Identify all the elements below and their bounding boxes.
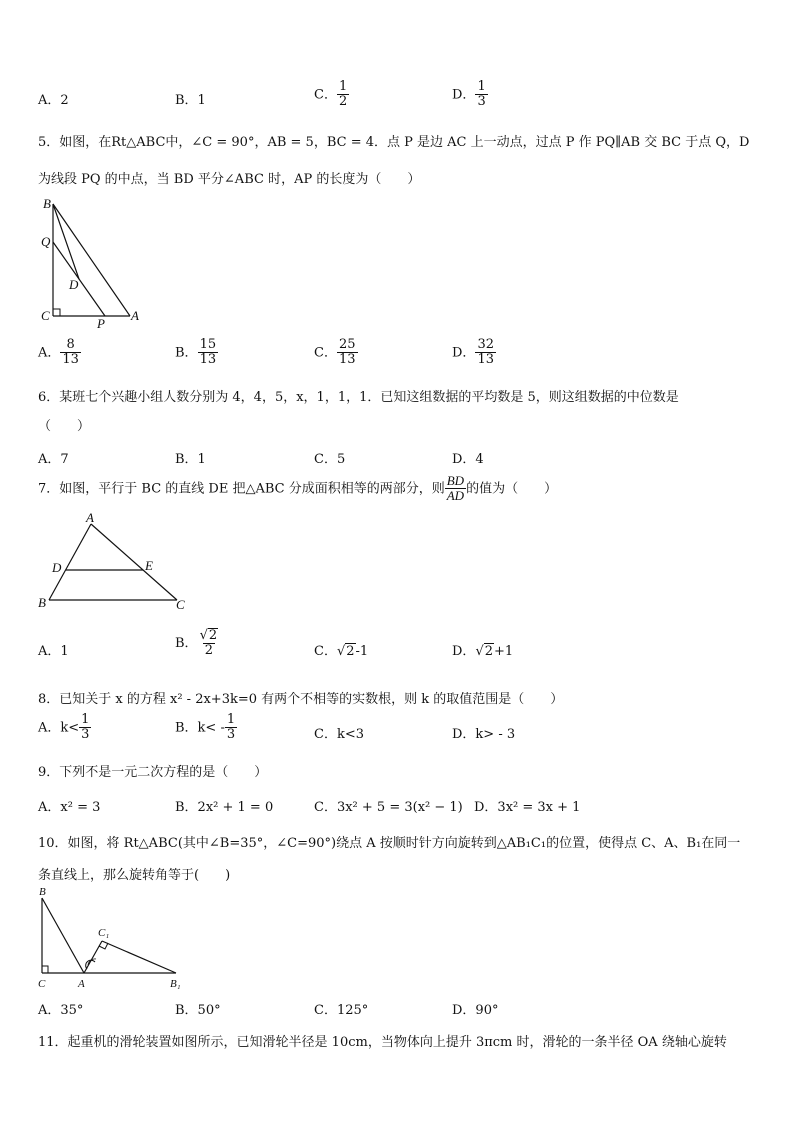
q9-text-line1: 9．下列不是一元二次方程的是（ ） xyxy=(38,765,268,780)
q8-option-b: B．k< - $\frac{1}{3}$ xyxy=(175,712,236,743)
q10-option-a: A．35° xyxy=(38,1003,84,1018)
q5-triangle-figure xyxy=(38,196,148,330)
q5-label-q: Q xyxy=(41,234,51,249)
q4-option-b: B．1 xyxy=(175,93,206,108)
q7-option-a: A．1 xyxy=(38,644,69,659)
q7-label-b: B xyxy=(38,595,46,610)
fraction: $\frac{1}{3}$ xyxy=(477,79,486,110)
q4-option-d: D． $\frac{1}{3}$ xyxy=(452,79,486,110)
q5-text-line1: 5．如图，在Rt△ABC中，∠C = 90°，AB = 5，BC = 4．点 P 是边 AC 上一动点，过点 P 作 PQ∥AB 交 BC 于点 Q，D xyxy=(38,135,750,150)
q10-option-d: D．90° xyxy=(452,1003,499,1018)
q7-label-c: C xyxy=(176,597,185,612)
sqrt: √ 2 xyxy=(336,644,355,659)
fraction: √ 2 2 xyxy=(198,628,221,659)
q10-text-line1: 10．如图，将 Rt△ABC(其中∠B=35°，∠C=90°)绕点 A 按顺时针方向旋转到△AB₁C₁的位置，使得点 C、A、B₁在同一 xyxy=(38,836,741,851)
q7-option-c: C．√ 2 -1 xyxy=(314,644,369,659)
q5-label-a: A xyxy=(131,308,139,323)
q5-text-line2: 为线段 PQ 的中点，当 BD 平分∠ABC 时，AP 的长度为（ ） xyxy=(38,172,421,187)
q5-label-b: B xyxy=(43,196,51,211)
q10-option-c: C．125° xyxy=(314,1003,369,1018)
q7-option-d: D．√ 2 +1 xyxy=(452,644,514,659)
q6-option-b: B．1 xyxy=(175,452,206,467)
q7-triangle-figure xyxy=(34,512,194,612)
fraction: $\frac{25}{13}$ xyxy=(338,337,356,368)
q10-label-a: A xyxy=(78,978,85,990)
q10-label-c1: C₁ xyxy=(98,927,110,939)
q5-option-d: D． $\frac{32}{13}$ xyxy=(452,337,494,368)
q5-option-c: C． $\frac{25}{13}$ xyxy=(314,337,356,368)
q7-option-b: B． √ 2 2 xyxy=(175,628,220,659)
q7-label-a: A xyxy=(86,512,94,525)
q10-label-b: B xyxy=(39,886,46,898)
q5-label-p: P xyxy=(97,316,105,330)
q5-label-c: C xyxy=(41,308,50,323)
q7-text-line1: 7．如图，平行于 BC 的直线 DE 把△ABC 分成面积相等的两部分，则 $\frac{BD}{AD}$ 的值为（ ） xyxy=(38,473,558,504)
fraction: $\frac{1}{2}$ xyxy=(338,79,348,110)
q10-text-line2: 条直线上，那么旋转角等于( ) xyxy=(38,868,231,883)
q5-option-a: A． $\frac{8}{13}$ xyxy=(38,337,79,368)
q6-text-line2: （ ） xyxy=(38,419,91,434)
q11-text-line1: 11．起重机的滑轮装置如图所示，已知滑轮半径是 10cm，当物体向上提升 3πcm 时，滑轮的一条半径 OA 绕轴心旋转 xyxy=(38,1035,727,1050)
q9-option-a: A．x² = 3 xyxy=(38,800,101,815)
q8-option-d: D．k> - 3 xyxy=(452,727,516,742)
sqrt: √ 2 xyxy=(199,628,218,643)
q5-label-d: D xyxy=(69,277,79,292)
q6-option-d: D．4 xyxy=(452,452,484,467)
q7-label-d: D xyxy=(52,560,62,575)
q7-label-e: E xyxy=(145,558,153,573)
fraction-bd-ad: $\frac{BD}{AD}$ xyxy=(446,473,465,504)
fraction: $\frac{1}{3}$ xyxy=(81,712,90,743)
fraction: $\frac{15}{13}$ xyxy=(199,337,217,368)
q6-option-a: A．7 xyxy=(38,452,69,467)
q10-label-c: C xyxy=(38,978,46,990)
q8-text-line1: 8．已知关于 x 的方程 x² - 2x+3k=0 有两个不相等的实数根，则 k 的取值范围是（ ） xyxy=(38,692,564,707)
q4-option-c: C． $\frac{1}{2}$ xyxy=(314,79,348,110)
q10-option-b: B．50° xyxy=(175,1003,221,1018)
q8-option-a: A．k< $\frac{1}{3}$ xyxy=(38,712,90,743)
fraction: $\frac{8}{13}$ xyxy=(62,337,79,368)
q9-option-b: B．2x² + 1 = 0 xyxy=(175,800,274,815)
fraction: $\frac{32}{13}$ xyxy=(477,337,494,368)
q10-label-b1: B₁ xyxy=(170,978,181,990)
q6-option-c: C．5 xyxy=(314,452,346,467)
fraction: $\frac{1}{3}$ xyxy=(226,712,236,743)
q5-option-b: B． $\frac{15}{13}$ xyxy=(175,337,217,368)
q10-rotation-figure xyxy=(34,884,194,992)
q8-option-c: C．k<3 xyxy=(314,727,364,742)
q9-option-c: C．3x² + 5 = 3(x² − 1) xyxy=(314,800,463,815)
q6-text-line1: 6．某班七个兴趣小组人数分别为 4，4，5，x，1，1，1．已知这组数据的平均数是 5，则这组数据的中位数是 xyxy=(38,390,679,405)
q4-option-a: A．2 xyxy=(38,93,69,108)
sqrt: √ 2 xyxy=(475,644,494,659)
q9-option-d: D．3x² = 3x + 1 xyxy=(474,800,581,815)
